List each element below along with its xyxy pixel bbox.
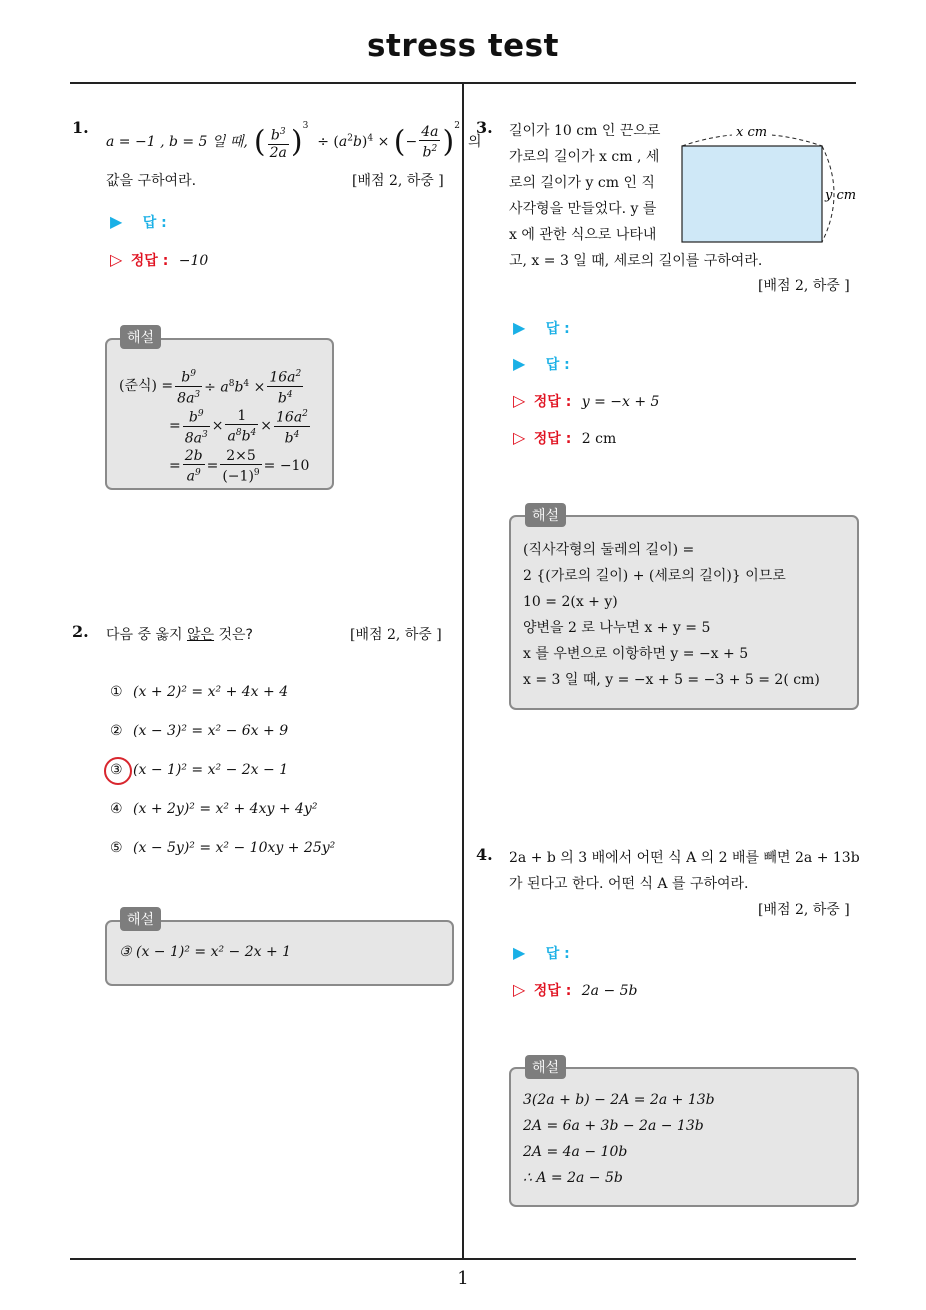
q3-correct-value-1: y = −x + 5: [581, 394, 660, 410]
q1-expression: [106, 118, 481, 164]
q1-expl-row2-prefix: =: [169, 418, 181, 434]
q1-answer-row: [110, 212, 167, 232]
q2-text-before: 다음 중 옳지: [106, 627, 187, 643]
q3-expl-line: 2 {(가로의 길이) + (세로의 길이)} 이므로: [523, 568, 786, 584]
q2-text-after: 것은?: [214, 627, 253, 643]
q3-explanation-body: [523, 537, 820, 693]
q4-expl-line: 3(2a + b) − 2A = 2a + 13b: [523, 1092, 715, 1108]
q1-points: [배점 2, 하중 ]: [352, 173, 444, 189]
q1-explanation-tag: 해설: [120, 325, 161, 349]
q3-answer-label-1: 답 :: [545, 321, 570, 337]
q1-expl-row3-prefix: =: [169, 458, 181, 474]
q1-expl-row3-suffix: = −10: [263, 458, 310, 474]
q4-expl-line: ∴ A = 2a − 5b: [523, 1170, 623, 1186]
q2-text-underlined: 않은: [186, 627, 215, 643]
q3-height-label: y cm: [825, 188, 857, 203]
q4-explanation-body: [523, 1087, 715, 1191]
q1-answer-label: 답 :: [142, 215, 167, 231]
q4-correct-value: 2a − 5b: [581, 983, 638, 999]
q4-expl-line: 2A = 4a − 10b: [523, 1144, 628, 1160]
q1-explanation-box: [105, 338, 334, 490]
q1-expr-prefix: a = −1 , b = 5 일 때,: [106, 134, 248, 150]
q2-question: [106, 624, 253, 644]
q2-explanation-text: ③ (x − 1)² = x² − 2x + 1: [119, 944, 292, 960]
q1-line2: 값을 구하여라.: [106, 173, 197, 189]
q1-explanation-body: (준식) = $\frac{b^9}{8a^3}$ ÷ $a^8b^4$ × $\frac{16a^2}{b^4}$ = $\frac{b^9}{8a^3}$ × $\frac{1}{a^8b^4}$ × $\frac{16a^2}{b^4}$ = $\frac{2b}{a^9}$ = $\frac{2\times 5}{(-1)^9}$ = −10: [119, 366, 312, 486]
q2-option-marker: ⑤: [110, 840, 123, 856]
q2-option-text: (x − 3)² = x² − 6x + 9: [133, 723, 289, 739]
q2-option-text: (x − 5y)² = x² − 10xy + 25y²: [133, 840, 336, 856]
page-title: stress test: [367, 28, 559, 64]
q3-correct-row-1: [513, 391, 659, 411]
q4-expl-line: 2A = 6a + 3b − 2a − 13b: [523, 1118, 704, 1134]
answer-marker-icon: ▶: [110, 212, 123, 231]
q4-explanation-tag: 해설: [525, 1055, 566, 1079]
q2-explanation-tag: 해설: [120, 907, 161, 931]
q3-line-5: x 에 관한 식으로 나타내: [509, 227, 657, 243]
q3-expl-line: 10 = 2(x + y): [523, 594, 618, 610]
q2-option-2[interactable]: [110, 723, 288, 739]
q3-line-2: 가로의 길이가 x cm , 세: [509, 149, 660, 165]
answer-marker-icon: ▶: [513, 943, 526, 962]
q2-number: 2.: [72, 622, 89, 641]
q4-points: [배점 2, 하중 ]: [758, 902, 850, 918]
correct-marker-icon: ▷: [110, 250, 123, 269]
q1-correct-value: −10: [178, 253, 209, 269]
q3-rectangle: [682, 146, 822, 242]
q4-correct-label: 정답 :: [533, 983, 572, 999]
answer-marker-icon: ▶: [513, 318, 526, 337]
answer-marker-icon: ▶: [513, 354, 526, 373]
q3-answer-row-2: [513, 354, 570, 374]
q1-number: 1.: [72, 118, 89, 137]
q1-expl-row1-prefix: (준식) =: [119, 378, 174, 394]
q4-correct-row: [513, 980, 638, 1000]
q2-option-text: (x + 2)² = x² + 4x + 4: [133, 684, 289, 700]
q1-expr-suffix: 의: [467, 134, 482, 150]
q4-answer-row: [513, 943, 570, 963]
q3-expl-line: 양변을 2 로 나누면 x + y = 5: [523, 620, 711, 636]
q3-answer-row-1: [513, 318, 570, 338]
q2-option-1[interactable]: [110, 684, 288, 700]
q3-correct-row-2: [513, 428, 616, 448]
q1-correct-label: 정답 :: [130, 253, 169, 269]
correct-marker-icon: ▷: [513, 428, 526, 447]
q4-explanation-box: [509, 1067, 859, 1207]
q2-option-marker: ②: [110, 723, 123, 739]
q4-number: 4.: [476, 845, 493, 864]
q2-option-marker: ①: [110, 684, 123, 700]
page-number: 1: [457, 1268, 469, 1289]
q3-rectangle-figure: [670, 118, 860, 248]
q3-explanation-tag: 해설: [525, 503, 566, 527]
q3-correct-value-2: 2 cm: [581, 431, 617, 447]
q3-line-4: 사각형을 만들었다. y 를: [509, 201, 657, 217]
q2-option-marker: ④: [110, 801, 123, 817]
q1-formula: ( $\frac{b^3}{2a}$ )$^3 \div (a^2b)^4$ × (− $\frac{4a}{b^2}$ )$^2$: [253, 121, 460, 161]
q4-answer-label: 답 :: [545, 946, 570, 962]
q3-expl-line: x = 3 일 때, y = −x + 5 = −3 + 5 = 2( cm): [523, 672, 820, 688]
q2-option-3[interactable]: [110, 762, 288, 778]
q3-number: 3.: [476, 118, 493, 137]
q2-option-text: (x − 1)² = x² − 2x − 1: [133, 762, 289, 778]
q3-answer-label-2: 답 :: [545, 357, 570, 373]
q3-line-1: 길이가 10 cm 인 끈으로: [509, 123, 661, 139]
q3-expl-line: (직사각형의 둘레의 길이) =: [523, 542, 695, 558]
q4-line-1: 2a + b 의 3 배에서 어떤 식 A 의 2 배를 빼면 2a + 13b: [509, 850, 860, 866]
q2-option-5[interactable]: [110, 840, 335, 856]
q2-option-4[interactable]: [110, 801, 317, 817]
q2-option-marker: ③: [110, 762, 123, 778]
footer-rule: [70, 1258, 856, 1260]
q3-correct-label-1: 정답 :: [533, 394, 572, 410]
q3-width-label: x cm: [736, 125, 768, 140]
q1-correct-row: [110, 250, 208, 270]
q3-correct-label-2: 정답 :: [533, 431, 572, 447]
column-divider: [462, 84, 464, 1258]
q3-explanation-box: [509, 515, 859, 710]
q3-line-3: 로의 길이가 y cm 인 직: [509, 175, 655, 191]
q2-points: [배점 2, 하중 ]: [350, 627, 442, 643]
q3-expl-line: x 를 우변으로 이항하면 y = −x + 5: [523, 646, 749, 662]
q3-points: [배점 2, 하중 ]: [758, 278, 850, 294]
q2-option-text: (x + 2y)² = x² + 4xy + 4y²: [133, 801, 318, 817]
q3-line-6: 고, x = 3 일 때, 세로의 길이를 구하여라.: [509, 253, 763, 269]
correct-marker-icon: ▷: [513, 391, 526, 410]
q4-line-2: 가 된다고 한다. 어떤 식 A 를 구하여라.: [509, 876, 749, 892]
correct-marker-icon: ▷: [513, 980, 526, 999]
